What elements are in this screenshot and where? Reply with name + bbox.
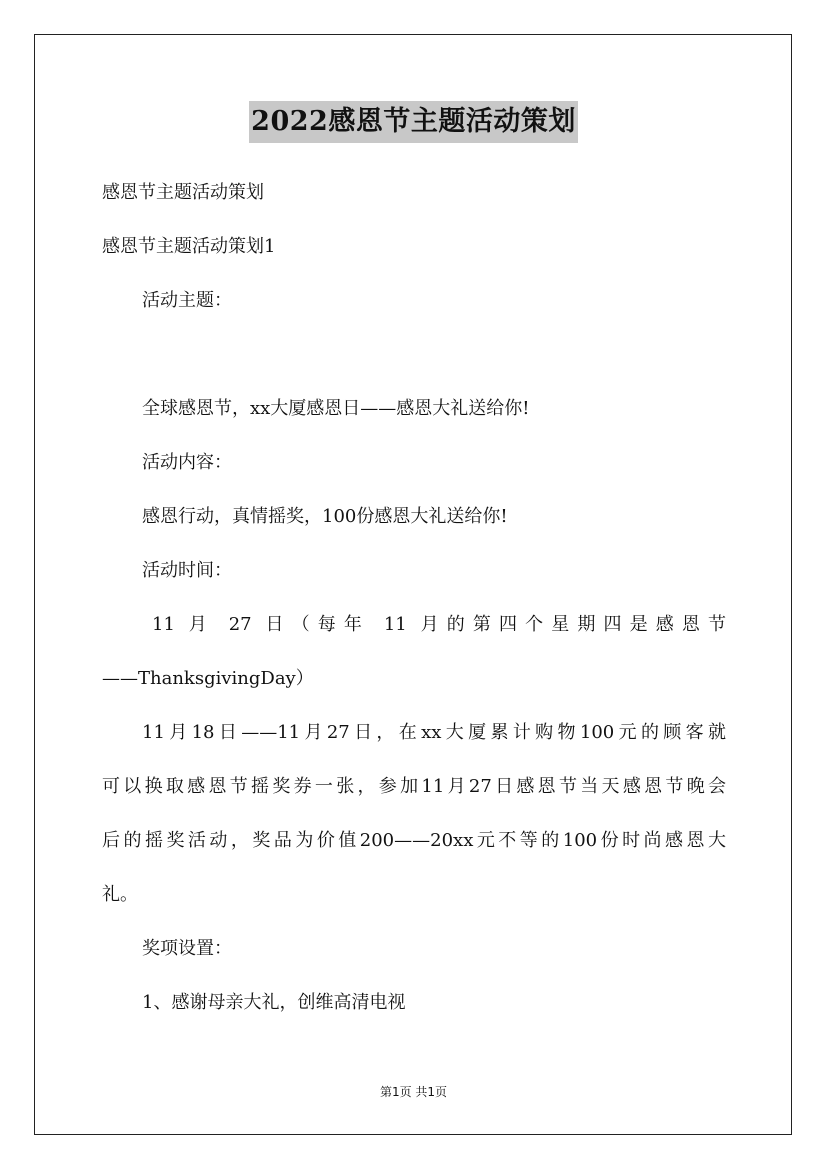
section-heading: 奖项设置： bbox=[142, 938, 232, 959]
paragraph-line: 后的摇奖活动，奖品为价值200——20xx元不等的100份时尚感恩大 bbox=[102, 830, 726, 851]
paragraph-line: 感恩节主题活动策划1 bbox=[102, 236, 276, 257]
paragraph-line: ——ThanksgivingDay） bbox=[102, 668, 314, 689]
paragraph-line: 礼。 bbox=[102, 884, 138, 905]
title-container bbox=[0, 101, 827, 143]
section-heading: 活动内容： bbox=[142, 452, 232, 473]
paragraph-line: 11 月 27 日（每年 11 月的第四个星期四是感恩节 bbox=[152, 614, 726, 635]
paragraph-line: 感恩节主题活动策划 bbox=[102, 182, 264, 203]
section-heading: 活动主题： bbox=[142, 290, 232, 311]
paragraph-line: 全球感恩节，xx大厦感恩日——感恩大礼送给你! bbox=[142, 398, 530, 419]
document-title: 2022感恩节主题活动策划 bbox=[249, 101, 578, 143]
paragraph-line: 感恩行动，真情摇奖，100份感恩大礼送给你! bbox=[142, 506, 508, 527]
paragraph-line: 可以换取感恩节摇奖券一张，参加11月27日感恩节当天感恩节晚会 bbox=[102, 776, 726, 797]
section-heading: 活动时间： bbox=[142, 560, 232, 581]
paragraph-line: 11月18日——11月27日，在xx大厦累计购物100元的顾客就 bbox=[142, 722, 726, 743]
paragraph-line: 1、感谢母亲大礼，创维高清电视 bbox=[142, 992, 406, 1013]
page-footer: 第1页 共1页 bbox=[379, 1085, 448, 1099]
